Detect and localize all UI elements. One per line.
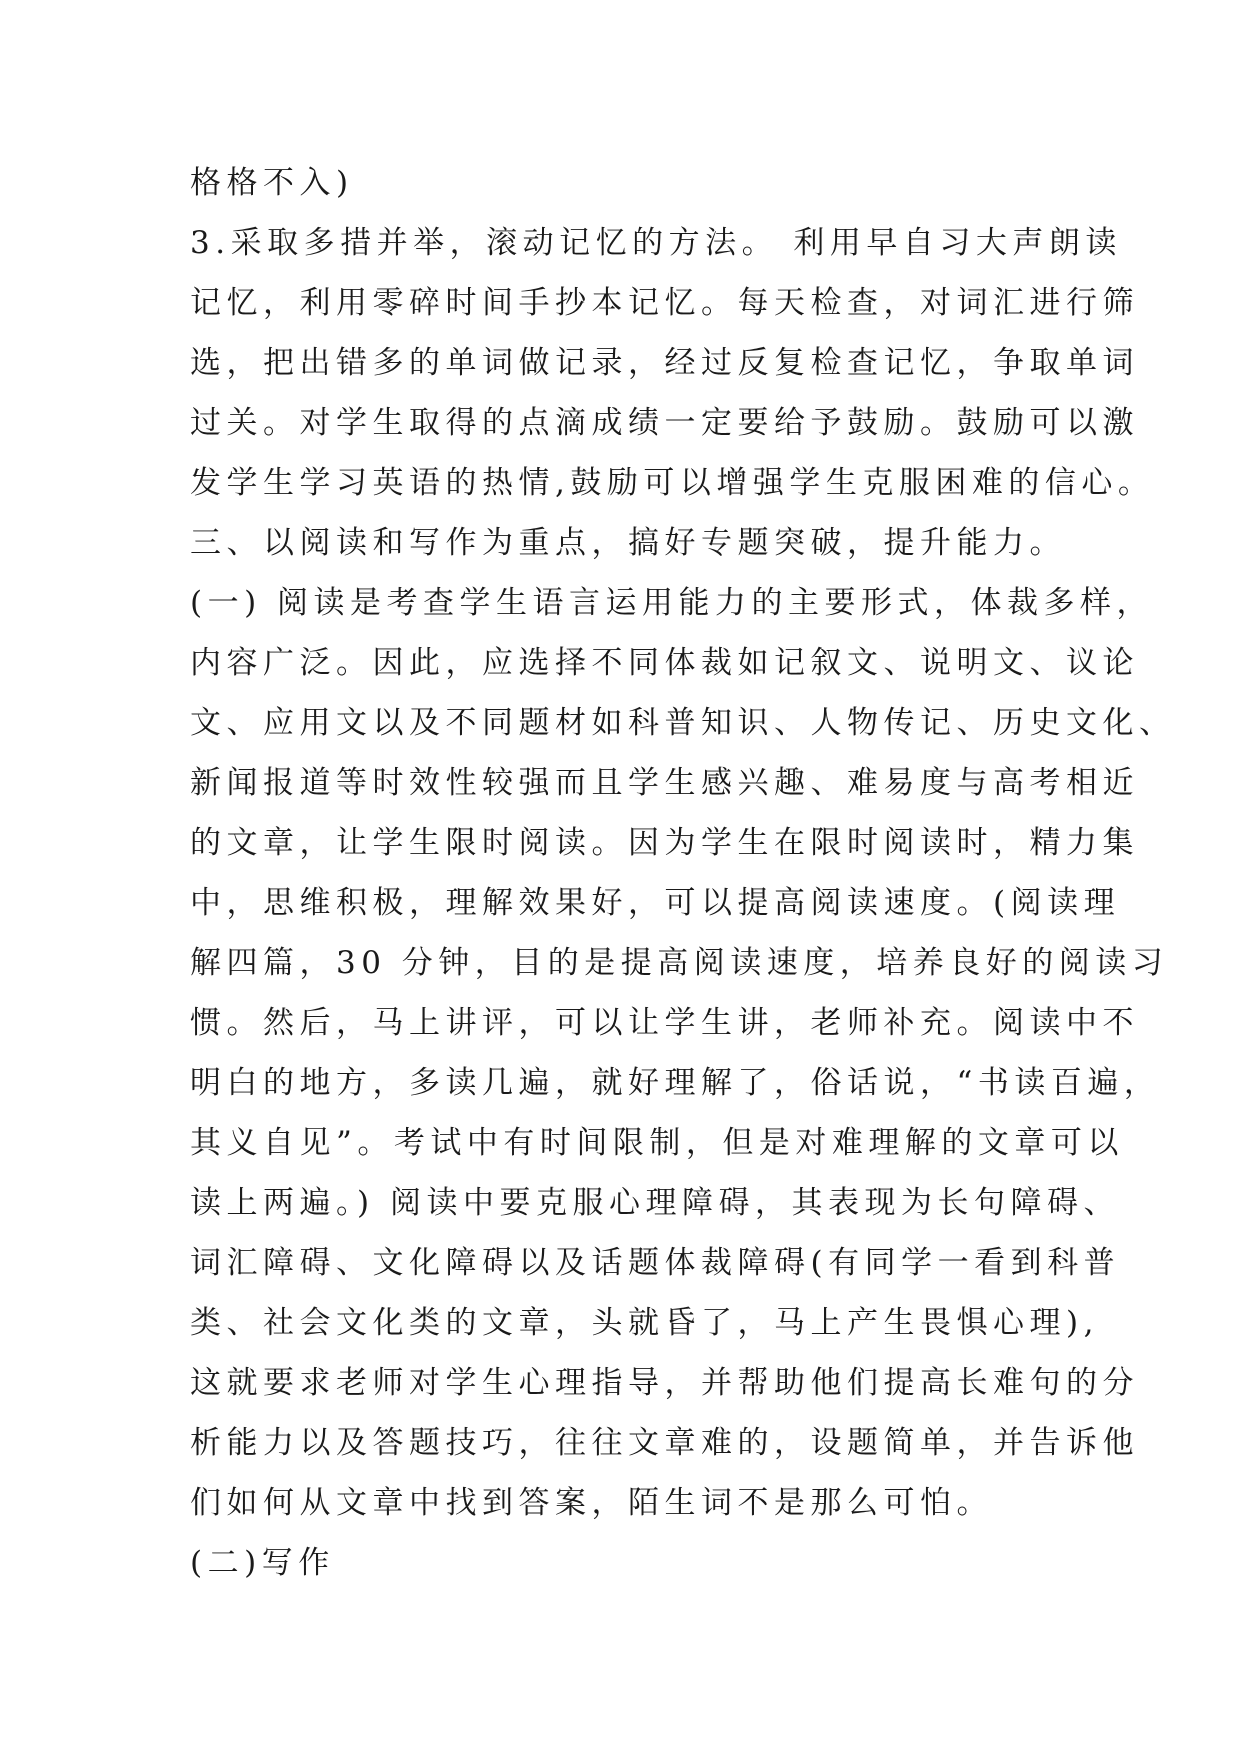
text-line: 析能力以及答题技巧，往往文章难的，设题简单，并告诉他: [190, 1425, 1139, 1461]
text-line: 惯。然后，马上讲评，可以让学生讲，老师补充。阅读中不: [190, 1005, 1139, 1041]
text-line: 读上两遍。) 阅读中要克服心理障碍，其表现为长句障碍、: [190, 1185, 1120, 1221]
text-line: 选，把出错多的单词做记录，经过反复检查记忆，争取单词: [190, 345, 1139, 381]
text-line: 词汇障碍、文化障碍以及话题体裁障碍(有同学一看到科普: [190, 1245, 1121, 1281]
text-line: 内容广泛。因此，应选择不同体裁如记叙文、说明文、议论: [190, 645, 1139, 681]
text-line: 的文章，让学生限时阅读。因为学生在限时阅读时，精力集: [190, 825, 1139, 861]
text-line: 格格不入): [190, 165, 354, 201]
text-line: 明白的地方，多读几遍，就好理解了，俗话说，“书读百遍，: [190, 1065, 1161, 1101]
text-line: 其义自见”。考试中有时间限制，但是对难理解的文章可以: [190, 1125, 1124, 1161]
body-text: [190, 153, 1176, 1593]
text-line: 类、社会文化类的文章，头就昏了，马上产生畏惧心理),: [190, 1305, 1099, 1341]
section-heading: 三、以阅读和写作为重点，搞好专题突破，提升能力。: [190, 525, 1066, 561]
text-line: (一) 阅读是考查学生语言运用能力的主要形式，体裁多样，: [190, 585, 1154, 621]
text-line: 中，思维积极，理解效果好，可以提高阅读速度。(阅读理: [190, 885, 1121, 921]
text-line: 发学生学习英语的热情,鼓励可以增强学生克服困难的信心。: [190, 465, 1155, 501]
text-line: 记忆，利用零碎时间手抄本记忆。每天检查，对词汇进行筛: [190, 285, 1139, 321]
text-line: 文、应用文以及不同题材如科普知识、人物传记、历史文化、: [190, 705, 1176, 741]
text-line: 过关。对学生取得的点滴成绩一定要给予鼓励。鼓励可以激: [190, 405, 1139, 441]
text-line: 这就要求老师对学生心理指导，并帮助他们提高长难句的分: [190, 1365, 1139, 1401]
text-line: 3.采取多措并举，滚动记忆的方法。 利用早自习大声朗读: [190, 225, 1122, 261]
subsection-heading: (二)写作: [190, 1545, 335, 1581]
text-line: 解四篇，30 分钟，目的是提高阅读速度，培养良好的阅读习: [190, 945, 1169, 981]
text-line: 新闻报道等时效性较强而且学生感兴趣、难易度与高考相近: [190, 765, 1139, 801]
text-line: 们如何从文章中找到答案，陌生词不是那么可怕。: [190, 1485, 993, 1521]
